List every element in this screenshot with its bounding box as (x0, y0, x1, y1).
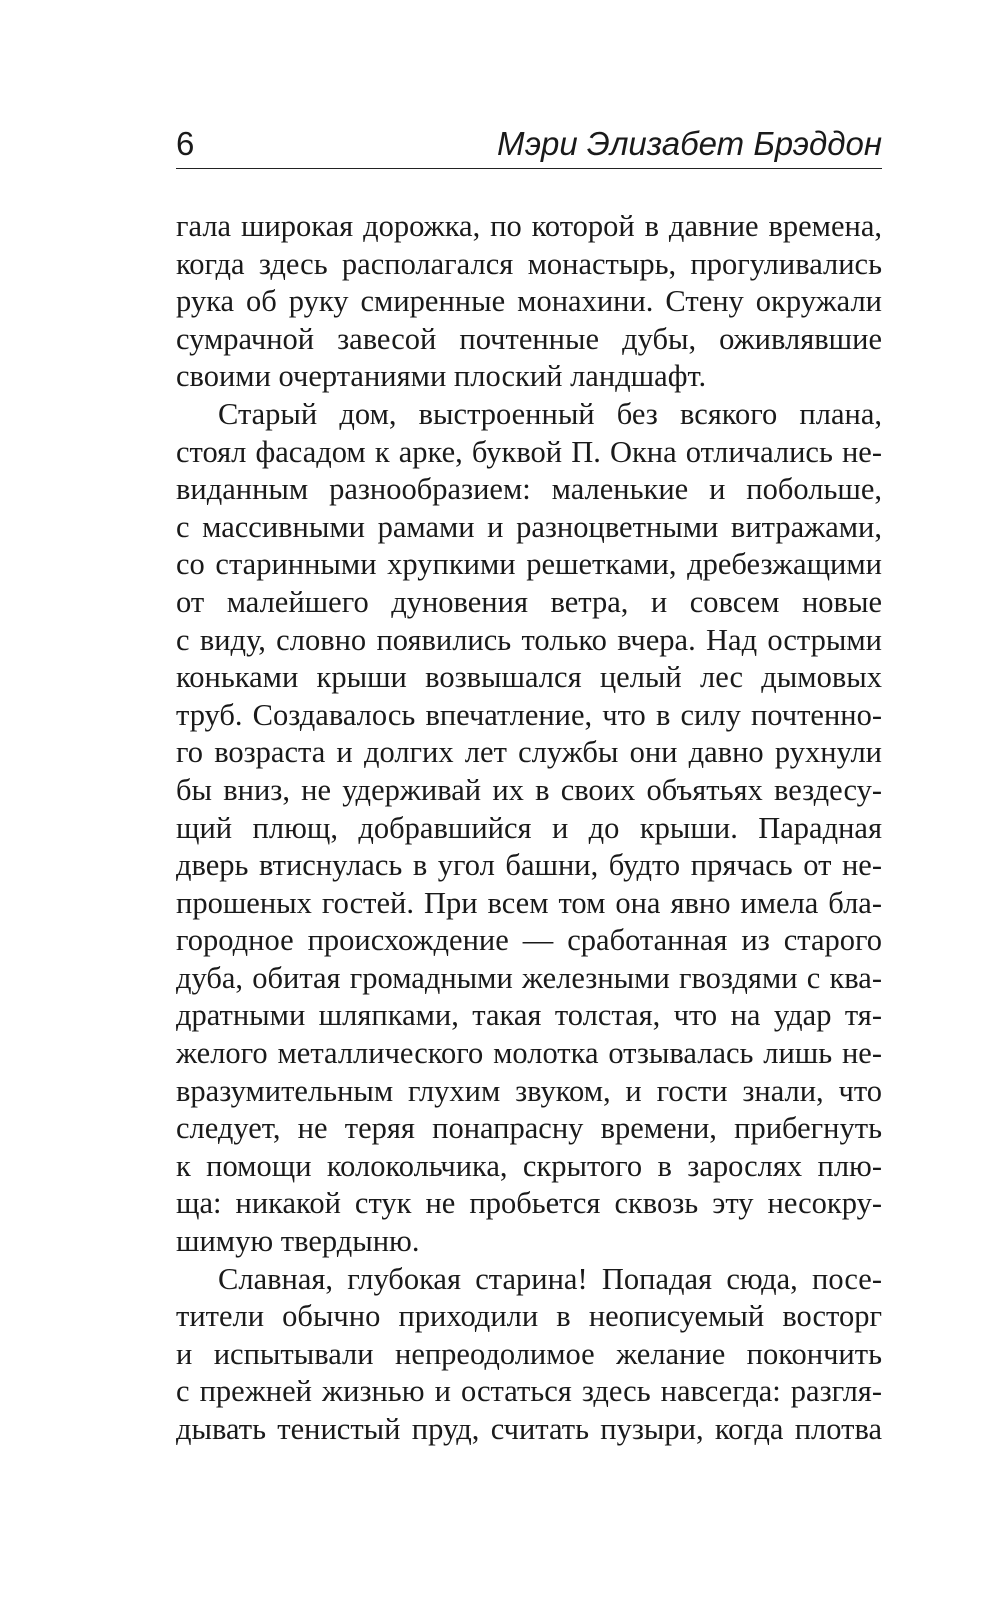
text-line: когда здесь располагался монастырь, прогуливались (176, 246, 882, 281)
page-number: 6 (176, 125, 195, 162)
text-line: Старый дом, выстроенный без всякого плана, (218, 396, 882, 431)
text-line: желого металлического молотка отзывалась лишь не- (176, 1036, 882, 1071)
text-line: дуба, обитая громадными железными гвоздями с ква- (176, 960, 882, 995)
text-line: го возраста и долгих лет службы они давно рухнули (176, 735, 882, 770)
text-line: с прежней жизнью и остаться здесь навсегда: разгля- (176, 1374, 882, 1409)
text-line: вразумительным глухим звуком, и гости знали, что (176, 1073, 882, 1108)
text-line: гала широкая дорожка, по которой в давние времена, (176, 209, 882, 243)
text-line: городное происхождение — сработанная из старого (176, 923, 882, 958)
text-line: щий плющ, добравшийся и до крыши. Парадная (176, 810, 882, 845)
text-line: дратными шляпками, такая толстая, что на удар тя- (176, 998, 882, 1033)
running-head-author: Мэри Элизабет Брэддон (496, 125, 882, 162)
text-line: сумрачной завесой почтенные дубы, оживлявшие (176, 321, 882, 356)
text-line: рука об руку смиренные монахини. Стену окружали (176, 284, 882, 319)
page-header (176, 118, 882, 169)
text-line: бы вниз, не удерживай их в своих объятьях вездесу- (176, 772, 882, 807)
text-line: стоял фасадом к арке, буквой П. Окна отличались не- (176, 434, 882, 469)
text-line: ща: никакой стук не пробьется сквозь эту несокру- (176, 1186, 882, 1221)
text-line: с массивными рамами и разноцветными витражами, (176, 509, 882, 544)
text-line: от малейшего дуновения ветра, и совсем новые (176, 584, 882, 619)
text-line: к помощи колокольчика, скрытого в зарослях плю- (176, 1148, 882, 1183)
text-line: коньками крыши возвышался целый лес дымовых (176, 660, 882, 695)
text-line: тители обычно приходили в неописуемый восторг (176, 1299, 882, 1334)
text-line: дверь втиснулась в угол башни, будто прячась от не- (176, 848, 882, 883)
text-line: следует, не теряя понапрасну времени, прибегнуть (176, 1111, 882, 1146)
text-line: труб. Создавалось впечатление, что в силу почтенно- (176, 697, 882, 732)
text-line: виданным разнообразием: маленькие и побольше, (176, 472, 882, 507)
text-line: со старинными хрупкими решетками, дребезжащими (176, 547, 882, 582)
text-line: шимую твердыню. (176, 1224, 420, 1259)
text-line: с виду, словно появились только вчера. Над острыми (176, 622, 882, 657)
text-line: прошеных гостей. При всем том она явно имела бла- (176, 885, 882, 920)
text-line: дывать тенистый пруд, считать пузыри, когда плотва (176, 1412, 882, 1446)
text-line: Славная, глубокая старина! Попадая сюда, посе- (218, 1261, 882, 1296)
text-line: своими очертаниями плоский ландшафт. (176, 359, 707, 394)
text-line: и испытывали непреодолимое желание покончить (176, 1336, 882, 1371)
body-text (176, 208, 882, 1449)
